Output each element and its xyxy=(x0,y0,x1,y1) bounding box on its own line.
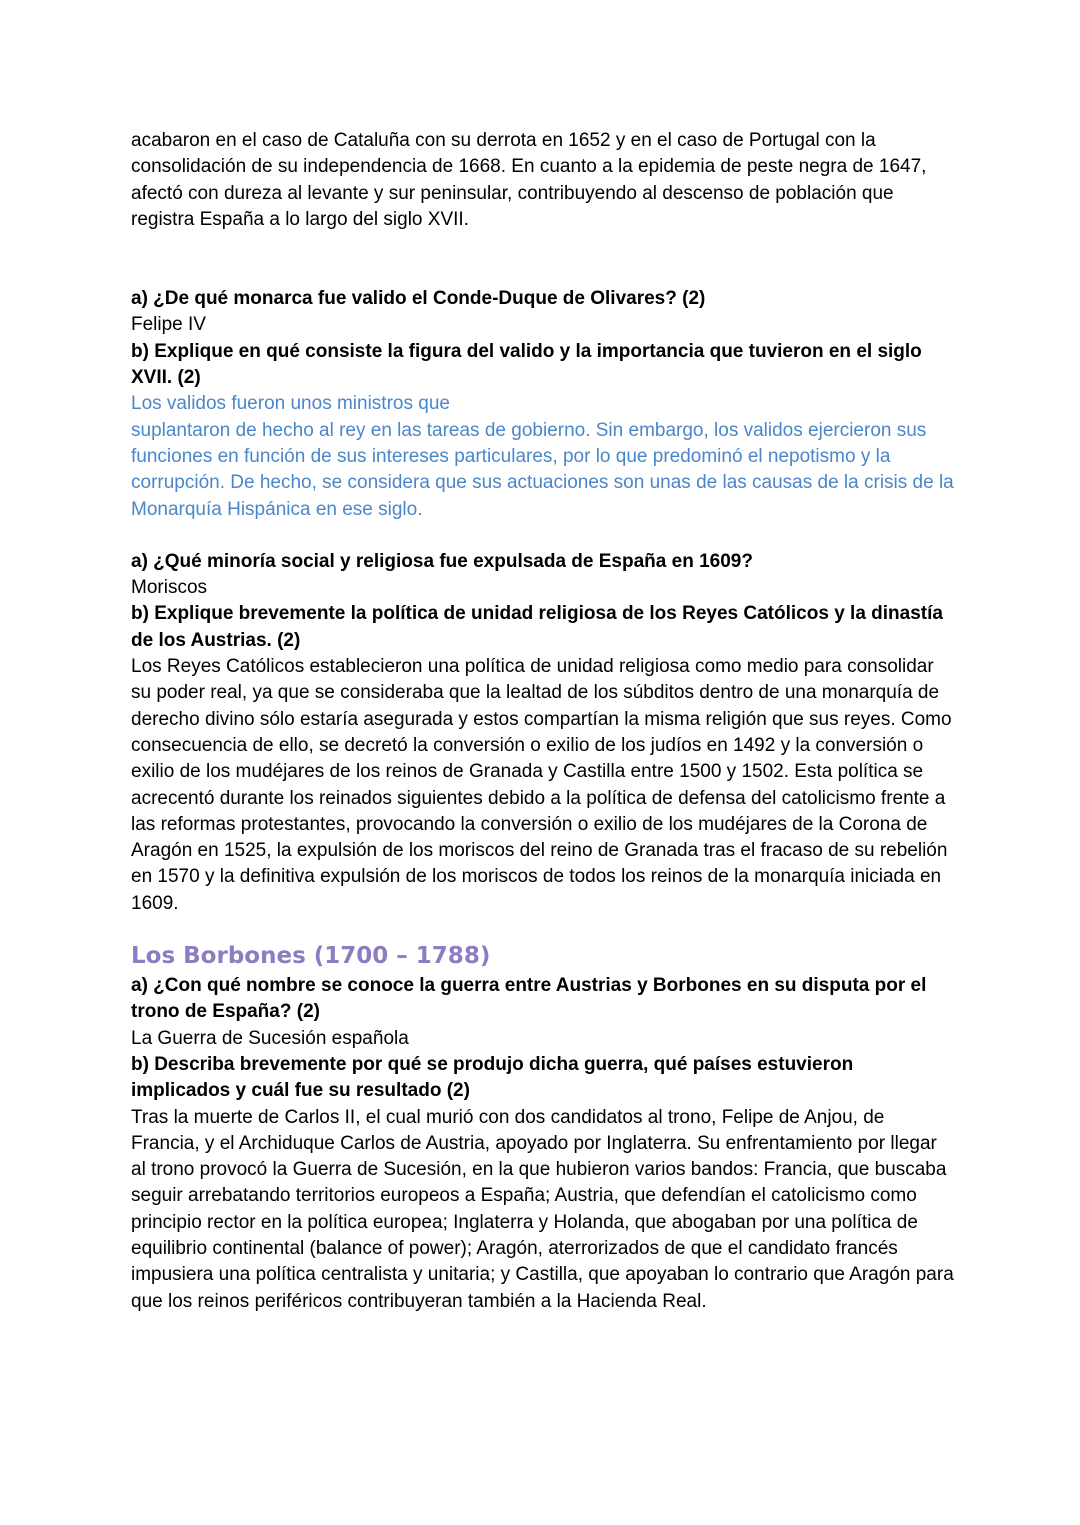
answer-minoria: Moriscos xyxy=(131,577,208,599)
question-olivares: a) ¿De qué monarca fue valido el Conde-Duque de Olivares? (2) xyxy=(131,288,706,310)
intro-paragraph: acabaron en el caso de Cataluña con su derrota en 1652 y en el caso de Portugal con la consolidación de su independencia de 1668. En cuanto a la epidemia de peste negra de 1647, afectó con dureza al levante y sur peninsular, contribuyendo al descenso de población que registra España a lo largo del siglo XVII. xyxy=(131,130,927,230)
answer-olivares: Felipe IV xyxy=(131,314,206,336)
question-minoria: a) ¿Qué minoría social y religiosa fue expulsada de España en 1609? xyxy=(131,550,753,572)
document-page xyxy=(131,128,956,1315)
question-unidad-religiosa: b) Explique brevemente la política de unidad religiosa de los Reyes Católicos y la dinastía de los Austrias. (2) xyxy=(131,603,943,651)
question-guerra: a) ¿Con qué nombre se conoce la guerra entre Austrias y Borbones en su disputa por el trono de España? (2) xyxy=(131,975,927,1023)
question-guerra-detalle: b) Describa brevemente por qué se produjo dicha guerra, qué países estuvieron implicados y cuál fue su resultado (2) xyxy=(131,1053,854,1102)
answer-valido: suplantaron de hecho al rey en las tareas de gobierno. Sin embargo, los validos ejercieron sus funciones en función de sus intereses particulares, por lo que predominó el nepotismo y la corrupción. De hecho, se considera que sus actuaciones son unas de las causas de la crisis de la Monarquía Hispánica en ese siglo. xyxy=(131,419,954,520)
spacer xyxy=(131,917,956,941)
spacer xyxy=(131,233,956,286)
question-valido: b) Explique en qué consiste la figura del valido y la importancia que tuvieron en el siglo XVII. (2) xyxy=(131,340,922,389)
section-title: Los Borbones (1700 – 1788) xyxy=(131,943,491,970)
answer-unidad-religiosa: Los Reyes Católicos establecieron una política de unidad religiosa como medio para consolidar su poder real, ya que se consideraba que la lealtad de los súbditos dentro de una monarquía de derecho divino sólo estaría asegurada y estos compartían la misma religión que sus reyes. Como consecuencia de ello, se decretó la conversión o exilio de los judíos en 1492 y la conversión o exilio de los mudéjares de los reinos de Granada y Castilla entre 1500 y 1502. Esta política se acrecentó durante los reinados siguientes debido a la política de defensa del catolicismo frente a las reformas protestantes, provocando la conversión o exilio de los mudéjares de la Corona de Aragón en 1525, la expulsión de los moriscos del reino de Granada tras el fracaso de su rebelión en 1570 y la definitiva expulsión de los moriscos de todos los reinos de la monarquía iniciada en 1609. xyxy=(131,656,952,914)
answer-guerra: La Guerra de Sucesión española xyxy=(131,1027,409,1049)
answer-valido-line1: Los validos fueron unos ministros que xyxy=(131,393,450,415)
spacer xyxy=(131,523,956,549)
answer-guerra-detalle: Tras la muerte de Carlos II, el cual murió con dos candidatos al trono, Felipe de Anjou, de Francia, y el Archiduque Carlos de Austria, apoyado por Inglaterra. Su enfrentamiento por llegar al trono provocó la Guerra de Sucesión, en la que hubieron varios bandos: Francia, que buscaba seguir arrebatando territorios europeos a España; Austria, que defendían el catolicismo como principio rector en la política europea; Inglaterra y Holanda, que abogaban por una política de equilibrio continental (balance of power); Aragón, aterrorizados de que el candidato francés impusiera una política centralista y unitaria; y Castilla, que apoyaban lo contrario que Aragón para que los reinos periféricos contribuyeran también a la Hacienda Real. xyxy=(131,1106,954,1312)
